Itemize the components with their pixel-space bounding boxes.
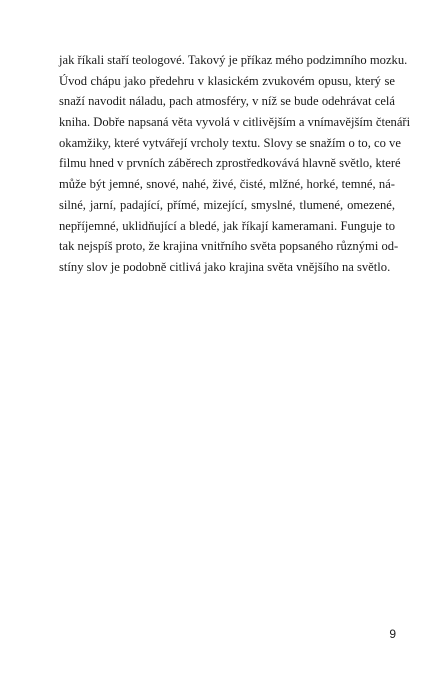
text-line: snaží navodit náladu, pach atmosféry, v níž se bude odehrávat celá xyxy=(59,94,395,109)
text-line: Úvod chápu jako předehru v klasickém zvukovém opusu, který se xyxy=(59,73,395,88)
text-line: může být jemné, snové, nahé, živé, čisté, mlžné, horké, temné, ná- xyxy=(59,177,395,192)
text-line: filmu hned v prvních záběrech zprostředkovává hlavně světlo, které xyxy=(59,156,401,171)
page-number: 9 xyxy=(389,627,396,641)
body-text xyxy=(59,50,411,278)
text-line: okamžiky, které vytvářejí vrcholy textu. Slovy se snažím o to, co ve xyxy=(59,135,401,150)
text-line: stíny slov je podobně citlivá jako krajina světa vnějšího na světlo. xyxy=(59,259,391,274)
text-line: jak říkali staří teologové. Takový je příkaz mého podzimního mozku. xyxy=(59,53,408,67)
text-line: kniha. Dobře napsaná věta vyvolá v citlivějším a vnímavějším čtenáři xyxy=(59,115,411,130)
text-line: silné, jarní, padající, přímé, mizející, smyslné, tlumené, omezené, xyxy=(59,197,395,212)
text-line: nepříjemné, uklidňující a bledé, jak říkají kameramani. Funguje to xyxy=(59,218,395,233)
text-line: tak nejspíš proto, že krajina vnitřního světa popsaného různými od- xyxy=(59,239,399,254)
